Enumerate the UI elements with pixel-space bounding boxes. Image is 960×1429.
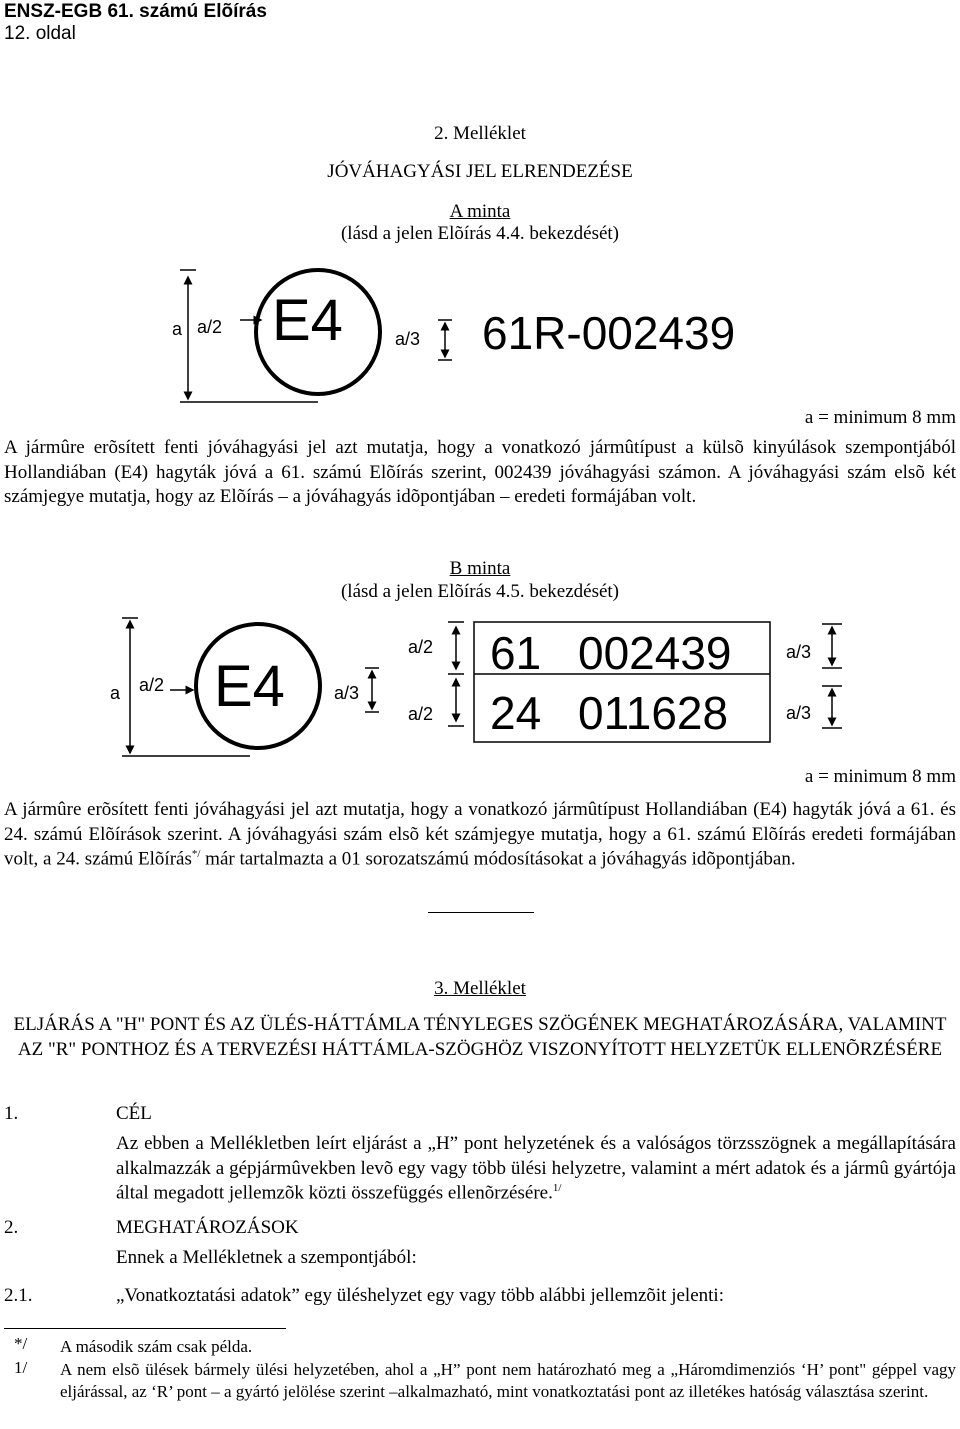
section-2-1-text: „Vonatkoztatási adatok” egy üléshelyzet egy vagy több alábbi jellemzõit jelenti: [116, 1285, 724, 1306]
model-a-label: A minta [449, 201, 511, 222]
footnote-mark-1: */ [14, 1334, 28, 1353]
footnote-text-2: A nem elsõ ülések bármely ülési helyzetében, ahol a „H” pont nem határozható meg a „Háromdimenziós ‘H’ pont" géppel vagy eljárással, az ‘R’ pont – a gyártó jelölése szerint –alkalmazható, mint vonatkoztatási pont az illetékes hatóság választása szerint. [60, 1360, 956, 1402]
minimum-size-a: a = minimum 8 mm [804, 407, 956, 428]
approval-number-2: 011628 [578, 687, 729, 739]
page-number: 12. oldal [4, 23, 76, 44]
annex3-heading: ELJÁRÁS A "H" PONT ÉS AZ ÜLÉS-HÁTTÁMLA TÉNYLEGES SZÖGÉNEK MEGHATÁROZÁSÁRA, VALAMINT AZ "R" PONTHOZ ÉS A TERVEZÉSI HÁTTÁMLA-SZÖGHÖZ VISZONYÍTOTT HELYZETÜK ELLENÕRZÉSÉRE [13, 1014, 947, 1060]
e4-symbol-b: E4 [214, 654, 285, 719]
dimension-half-upper: a/2 [408, 637, 434, 657]
dimension-third-upper: a/3 [786, 642, 812, 662]
explanation-paragraph-b: A jármûre erõsített fenti jóváhagyási jel azt mutatja, hogy a vonatkozó jármûtípust Hollandiában (E4) hagyták jóvá a 61. és 24. számú Elõírások szerint. A jóváhagyási szám elsõ két számjegye mutatja, hogy a 61. számú Elõírás eredeti formájában volt, a 24. számú Elõírás*/ már tartalmazta a 01 sorozatszámú módosításokat a jóváhagyás idõpontjában. [4, 799, 956, 870]
e4-symbol: E4 [272, 288, 343, 353]
approval-mark-a [0, 250, 960, 430]
regulation-number-1: 61 [490, 627, 542, 679]
regulation-number-2: 24 [490, 687, 542, 739]
footnote-ref-1: 1/ [552, 1182, 562, 1195]
approval-number-1: 002439 [578, 627, 732, 679]
footnote-text-1: A második szám csak példa. [60, 1337, 253, 1356]
explanation-paragraph-a: A jármûre erõsített fenti jóváhagyási jel azt mutatja, hogy a vonatkozó jármûtípust a külsõ kinyúlások szempontjából Hollandiában (E4) hagyták jóvá a 61. számú Elõírás szerint, 002439 jóváhagyási számon. A jóváhagyási szám elsõ két számjegye mutatja, hogy az Elõírás – a jóváhagyás idõpontjában – eredeti formájában volt. [4, 437, 956, 508]
section-separator [428, 912, 534, 913]
minimum-size-b: a = minimum 8 mm [804, 766, 956, 787]
section-1-title: CÉL [116, 1103, 152, 1124]
dimension-half-lower: a/2 [408, 704, 434, 724]
section-2-title: MEGHATÁROZÁSOK [116, 1217, 299, 1238]
annex3-title: 3. Melléklet [434, 978, 526, 999]
annex2-title: 2. Melléklet [434, 123, 526, 144]
model-b-label: B minta [449, 558, 511, 579]
approval-number-a: 61R-002439 [482, 307, 736, 359]
annex2-subtitle: JÓVÁHAGYÁSI JEL ELRENDEZÉSE [327, 161, 633, 182]
section-2-number: 2. [4, 1217, 19, 1238]
footnote-ref-star: */ [191, 848, 201, 861]
dimension-a-label-b: a [110, 683, 121, 703]
section-1-number: 1. [4, 1103, 19, 1124]
section-2-text: Ennek a Mellékletnek a szempontjából: [116, 1247, 417, 1268]
dimension-third-label-b: a/3 [334, 683, 360, 703]
dimension-half-label: a/2 [197, 317, 223, 337]
dimension-a-label: a [172, 319, 183, 339]
footnote-mark-2: 1/ [14, 1358, 28, 1377]
section-1-text: Az ebben a Mellékletben leírt eljárást a „H” pont helyzetének és a valóságos törzsszögnek a megállapítására alkalmazzák a gépjármûvekben levõ egy vagy több ülési helyzetre, valamint a mért adatok és a jármû gyártója által megadott jellemzõk közti összefüggés ellenõrzésére.$^{1/}$ [116, 1133, 956, 1204]
dimension-half-label-b: a/2 [139, 675, 165, 695]
dimension-third-label: a/3 [395, 329, 421, 349]
document-header-title: ENSZ-EGB 61. számú Elõírás [4, 1, 267, 22]
section-2-1-number: 2.1. [4, 1285, 33, 1306]
footnote-rule [4, 1328, 286, 1329]
model-b-reference: (lásd a jelen Elõírás 4.5. bekezdését) [340, 581, 620, 602]
model-a-reference: (lásd a jelen Elõírás 4.4. bekezdését) [340, 223, 620, 244]
dimension-third-lower: a/3 [786, 703, 812, 723]
